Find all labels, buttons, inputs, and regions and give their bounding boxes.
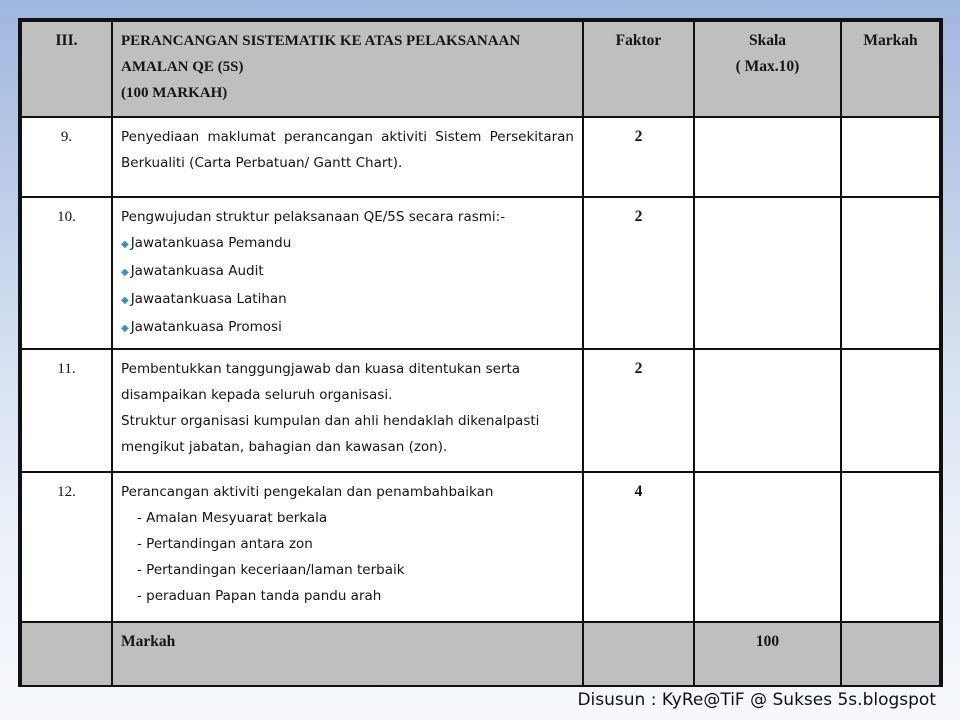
header-section-number: III.: [21, 21, 112, 117]
header-markah: Markah: [841, 21, 940, 117]
row-description-intro: Perancangan aktiviti pengekalan dan penambahbaikan: [121, 484, 494, 500]
header-faktor: Faktor: [583, 21, 694, 117]
list-item-label: Jawatankuasa Audit: [130, 263, 264, 279]
bullet-icon: ◆: [121, 267, 129, 278]
header-title-line-3: (100 MARKAH): [121, 85, 228, 101]
row-description: [112, 349, 583, 472]
list-item-label: Jawatankuasa Pemandu: [130, 235, 292, 251]
row-skala-cell[interactable]: [694, 472, 841, 622]
row-description-line: Struktur organisasi kumpulan dan ahli hendaklah dikenalpasti: [121, 413, 540, 429]
row-description-line: Pembentukkan tanggungjawab dan kuasa ditentukan serta: [121, 361, 521, 377]
list-item: [121, 230, 574, 258]
row-faktor: 4: [583, 472, 694, 622]
header-title: [112, 21, 583, 117]
row-description-intro: Pengwujudan struktur pelaksanaan QE/5S secara rasmi:-: [121, 209, 506, 225]
footer-empty-cell: [21, 622, 112, 686]
footer-faktor-cell: [583, 622, 694, 686]
table-row: [21, 349, 940, 472]
evaluation-table-container: [18, 18, 943, 687]
row-markah-cell[interactable]: [841, 197, 940, 349]
list-item: - peraduan Papan tanda pandu arah: [137, 588, 382, 604]
bullet-icon: ◆: [121, 295, 129, 306]
row-faktor: 2: [583, 197, 694, 349]
table-row: [21, 117, 940, 197]
row-markah-cell[interactable]: [841, 349, 940, 472]
row-skala-cell[interactable]: [694, 349, 841, 472]
row-markah-cell[interactable]: [841, 117, 940, 197]
activity-list: [121, 505, 574, 609]
row-description-line: disampaikan kepada seluruh organisasi.: [121, 387, 393, 403]
row-faktor: 2: [583, 117, 694, 197]
header-title-line-1: PERANCANGAN SISTEMATIK KE ATAS PELAKSANAAN: [121, 33, 521, 49]
table-header-row: [21, 21, 940, 117]
list-item: [121, 286, 574, 314]
row-description: [112, 197, 583, 349]
table-row: [21, 197, 940, 349]
header-skala-line-2: ( Max.10): [735, 58, 800, 75]
row-markah-cell[interactable]: [841, 472, 940, 622]
row-number: 10.: [21, 197, 112, 349]
footer-markah-cell: [841, 622, 940, 686]
list-item-label: Jawatankuasa Promosi: [130, 319, 282, 335]
row-skala-cell[interactable]: [694, 197, 841, 349]
row-description-line: mengikut jabatan, bahagian dan kawasan (zon).: [121, 439, 448, 455]
header-skala: [694, 21, 841, 117]
footer-label: Markah: [112, 622, 583, 686]
footer-skala-total: 100: [694, 622, 841, 686]
list-item: [121, 258, 574, 286]
list-item: - Pertandingan keceriaan/laman terbaik: [137, 562, 405, 578]
list-item: [121, 314, 574, 342]
list-item: - Amalan Mesyuarat berkala: [137, 510, 328, 526]
header-title-line-2: AMALAN QE (5S): [121, 59, 244, 75]
row-number: 9.: [21, 117, 112, 197]
row-number: 12.: [21, 472, 112, 622]
bullet-icon: ◆: [121, 323, 129, 334]
row-description: Penyediaan maklumat perancangan aktiviti Sistem Persekitaran Berkualiti (Carta Perbatuan/ Gantt Chart).: [112, 117, 583, 197]
list-item: - Pertandingan antara zon: [137, 536, 313, 552]
bullet-icon: ◆: [121, 239, 129, 250]
table-row: [21, 472, 940, 622]
row-description: [112, 472, 583, 622]
evaluation-table: [20, 20, 941, 687]
row-skala-cell[interactable]: [694, 117, 841, 197]
committee-list: [121, 230, 574, 342]
list-item-label: Jawaatankuasa Latihan: [130, 291, 287, 307]
credit-text: Disusun : KyRe@TiF @ Sukses 5s.blogspot: [577, 690, 936, 710]
row-number: 11.: [21, 349, 112, 472]
header-skala-line-1: Skala: [748, 32, 787, 49]
table-footer-row: [21, 622, 940, 686]
row-faktor: 2: [583, 349, 694, 472]
